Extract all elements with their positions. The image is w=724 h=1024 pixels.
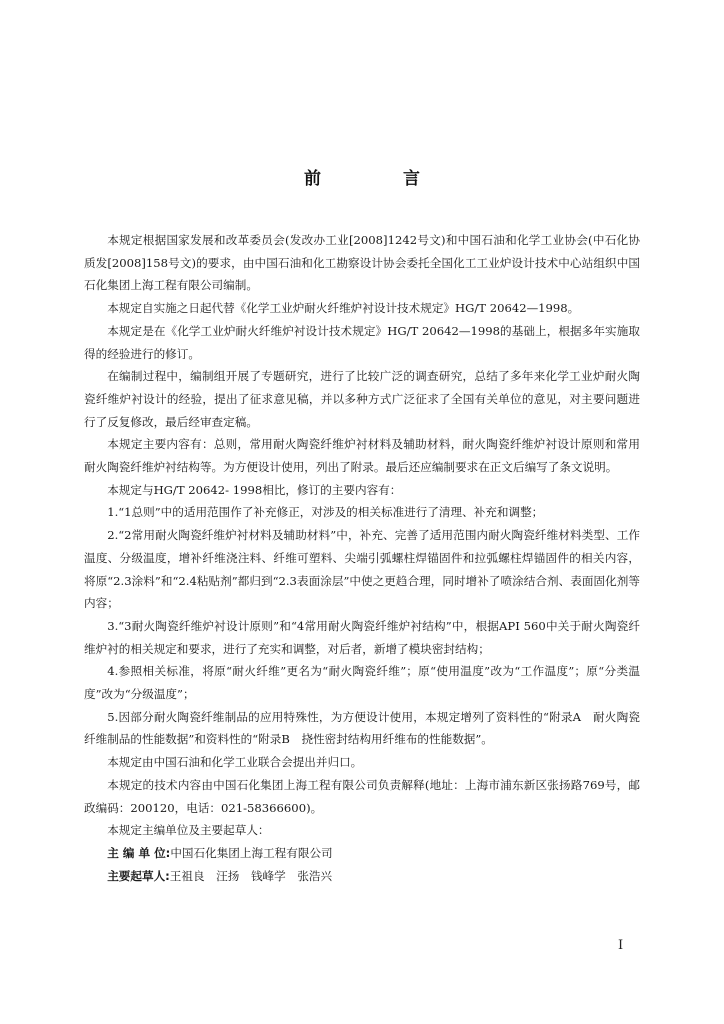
body-text [84, 229, 640, 887]
list-item: 1.“1总则”中的适用范围作了补充修正，对涉及的相关标准进行了清理、补充和调整； [107, 505, 544, 520]
list-item: 3.“3耐火陶瓷纤维炉衬设计原则”和“4常用耐火陶瓷纤维炉衬结构”中，根据API 560中关于耐火陶瓷纤维炉衬的相关规定和要求，进行了充实和调整，对后者，新增了模块密封结构； [84, 618, 640, 656]
drafters-value: 王祖良 汪扬 钱峰学 张浩兴 [169, 868, 333, 883]
paragraph: 本规定自实施之日起代替《化学工业炉耐火纤维炉衬设计技术规定》HG/T 20642—1998。 [107, 301, 580, 316]
list-item: 4.参照相关标准，将原“耐火纤维”更名为“耐火陶瓷纤维”；原“使用温度”改为“工作温度”；原“分类温度”改为“分级温度”； [84, 664, 640, 702]
paragraph: 在编制过程中，编制组开展了专题研究，进行了比较广泛的调查研究，总结了多年来化学工业炉耐火陶瓷纤维炉衬设计的经验，提出了征求意见稿，并以多种方式广泛征求了全国有关单位的意见，对主要问题进行了反复修改，最后经审查定稿。 [84, 369, 640, 429]
page-number: I [618, 938, 624, 953]
paragraph: 本规定主要内容有：总则，常用耐火陶瓷纤维炉衬材料及辅助材料，耐火陶瓷纤维炉衬设计原则和常用耐火陶瓷纤维炉衬结构等。为方便设计使用，列出了附录。最后还应编制要求在正文后编写了条文说明。 [84, 437, 640, 475]
paragraph: 本规定的技术内容由中国石化集团上海工程有限公司负责解释(地址：上海市浦东新区张扬路769号，邮政编码：200120，电话：021-58366600)。 [84, 777, 640, 815]
list-item: 5.因部分耐火陶瓷纤维制品的应用特殊性，为方便设计使用，本规定增列了资料性的“附录A 耐火陶瓷纤维制品的性能数据”和资料性的“附录B 挠性密封结构用纤维布的性能数据”。 [84, 709, 640, 747]
paragraph: 本规定根据国家发展和改革委员会(发改办工业[2008]1242号文)和中国石油和化学工业协会(中石化协质发[2008]158号文)的要求，由中国石油和化工勘察设计协会委托全国化工工业炉设计技术中心站组织中国石化集团上海工程有限公司编制。 [84, 233, 640, 293]
paragraph: 本规定与HG/T 20642- 1998相比，修订的主要内容有： [107, 482, 402, 497]
paragraph: 本规定由中国石油和化学工业联合会提出并归口。 [107, 755, 363, 770]
editor-unit-line [84, 842, 640, 865]
page-title: 前 言 [304, 169, 458, 189]
editor-unit-value: 中国石化集团上海工程有限公司 [170, 845, 333, 860]
drafters-line [84, 865, 640, 888]
paragraph: 本规定是在《化学工业炉耐火纤维炉衬设计技术规定》HG/T 20642—1998的基础上，根据多年实施取得的经验进行的修订。 [84, 323, 640, 361]
list-item: 2.“2常用耐火陶瓷纤维炉衬材料及辅助材料”中，补充、完善了适用范围内耐火陶瓷纤维材料类型、工作温度、分级温度，增补纤维浇注料、纤维可塑料、尖端引弧螺柱焊锚固件和拉弧螺柱焊锚固件的相关内容，将原“2.3涂料”和“2.4粘贴剂”都归到“2.3表面涂层”中使之更趋合理，同时增补了喷涂结合剂、表面固化剂等内容； [84, 528, 640, 611]
drafters-label: 主要起草人: [107, 868, 170, 883]
editor-unit-label: 主 编 单 位: [107, 845, 171, 860]
paragraph: 本规定主编单位及主要起草人： [107, 823, 270, 838]
